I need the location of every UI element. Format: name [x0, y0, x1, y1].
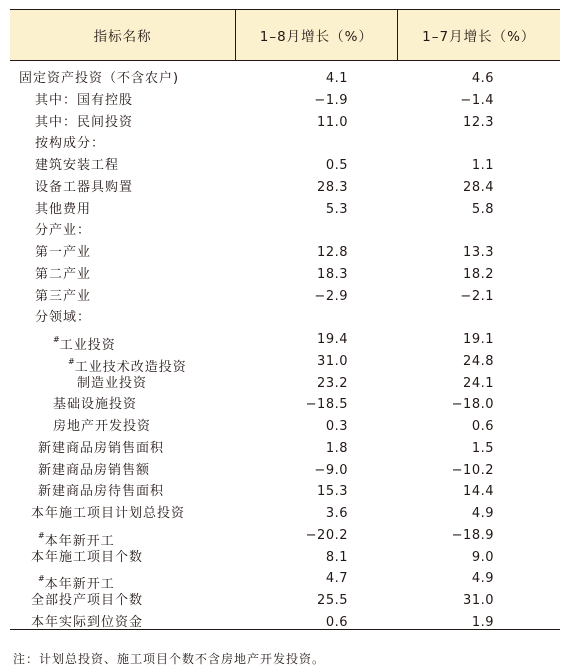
- value-jan-aug: 19.4: [317, 332, 348, 347]
- value-jan-aug: 23.2: [317, 375, 348, 391]
- table-row: [10, 112, 560, 134]
- table-row: [10, 547, 560, 569]
- table-row: [10, 220, 560, 242]
- row-label: [38, 481, 164, 503]
- table-row: [10, 133, 560, 155]
- value-jan-aug: 5.3: [325, 201, 348, 217]
- value-jan-jul: 24.8: [463, 353, 494, 369]
- row-label-text: 按构成分：: [35, 136, 106, 152]
- row-label-text: 建筑安装工程: [35, 158, 120, 173]
- row-label: [35, 307, 91, 329]
- table-row: [10, 351, 560, 373]
- table-row: [10, 242, 560, 264]
- footnote-mark: #: [38, 530, 45, 540]
- table-row: [10, 199, 560, 221]
- value-jan-aug: 11.0: [317, 114, 348, 130]
- value-jan-aug: 3.6: [325, 506, 348, 521]
- row-label-text: 新建商品房待售面积: [38, 484, 165, 500]
- value-jan-aug: −2.9: [314, 288, 348, 304]
- row-label-text: 制造业投资: [77, 375, 148, 391]
- row-label: [38, 438, 164, 460]
- value-jan-jul: 0.6: [471, 419, 494, 434]
- value-jan-jul: 5.8: [471, 201, 494, 217]
- row-label: [31, 612, 143, 634]
- row-label: [35, 199, 91, 221]
- value-jan-aug: −18.5: [305, 397, 348, 413]
- value-jan-aug: 1.8: [325, 440, 348, 456]
- table-row: [10, 590, 560, 612]
- row-label-text: 本年新开工: [44, 577, 115, 593]
- table-body: [10, 61, 560, 630]
- row-label: [35, 90, 133, 112]
- row-label-text: 其他费用: [35, 201, 92, 217]
- table-row: [10, 68, 560, 90]
- value-jan-jul: 12.3: [463, 114, 494, 130]
- row-label-text: 分领域：: [35, 310, 92, 326]
- row-label-text: 新建商品房销售面积: [38, 440, 165, 456]
- value-jan-jul: 13.3: [463, 245, 494, 260]
- table-row: [10, 481, 560, 503]
- value-jan-jul: −18.0: [451, 397, 494, 413]
- value-jan-aug: −1.9: [314, 92, 348, 108]
- row-label-text: 工业技术改造投资: [74, 359, 187, 375]
- row-label: [35, 286, 91, 308]
- row-label: [19, 68, 179, 90]
- row-label-text: 房地产开发投资: [53, 419, 152, 434]
- value-jan-aug: 28.3: [317, 179, 348, 195]
- value-jan-jul: −18.9: [451, 527, 494, 543]
- table-row: [10, 612, 560, 634]
- header-indicator-name: 指标名称: [10, 10, 236, 60]
- row-label-text: 其中：国有控股: [35, 92, 134, 108]
- table-row: [10, 525, 560, 547]
- table-row: [10, 438, 560, 460]
- table-row: [10, 503, 560, 525]
- row-label: [53, 416, 151, 438]
- value-jan-jul: 4.6: [471, 71, 494, 86]
- value-jan-aug: 4.1: [325, 71, 348, 86]
- row-label: [35, 242, 91, 264]
- table-row: [10, 568, 560, 593]
- table-row: [10, 329, 560, 351]
- value-jan-jul: 4.9: [471, 506, 494, 521]
- row-label-text: 本年施工项目个数: [31, 549, 144, 565]
- row-label-text: 分产业：: [35, 223, 92, 239]
- value-jan-aug: 0.6: [325, 614, 348, 630]
- value-jan-jul: 28.4: [463, 179, 494, 195]
- row-label-text: 基础设施投资: [53, 397, 138, 413]
- table-row: [10, 460, 560, 482]
- value-jan-jul: 9.0: [471, 549, 494, 565]
- value-jan-jul: −2.1: [460, 288, 494, 304]
- table-row: [10, 307, 560, 329]
- value-jan-aug: 0.5: [325, 158, 348, 173]
- value-jan-aug: 8.1: [325, 549, 348, 565]
- footnote-mark: #: [38, 574, 45, 584]
- row-label: [31, 590, 143, 612]
- table-row: [10, 177, 560, 199]
- value-jan-aug: −9.0: [314, 462, 348, 478]
- value-jan-jul: 31.0: [463, 593, 494, 608]
- value-jan-aug: 25.5: [317, 593, 348, 608]
- row-label-text: 固定资产投资（不含农户): [19, 71, 180, 86]
- row-label: [38, 460, 150, 482]
- footnote-mark: #: [68, 356, 75, 366]
- footnote-mark: #: [53, 335, 60, 344]
- row-label-text: 第二产业: [35, 266, 92, 282]
- value-jan-aug: 18.3: [317, 266, 348, 282]
- row-label-text: 其中：民间投资: [35, 114, 134, 130]
- table-row: [10, 155, 560, 177]
- table-row: [10, 264, 560, 286]
- header-growth-jan-aug: 1–8月增长（%）: [236, 10, 397, 60]
- row-label-text: 本年实际到位资金: [31, 614, 144, 630]
- row-label: [35, 264, 91, 286]
- row-label-text: 本年新开工: [44, 533, 115, 549]
- row-label-text: 第一产业: [35, 245, 92, 260]
- value-jan-aug: 12.8: [317, 245, 348, 260]
- row-label-text: 本年施工项目计划总投资: [31, 506, 186, 521]
- header-growth-jan-jul: 1–7月增长（%）: [422, 29, 536, 45]
- row-label: [35, 112, 133, 134]
- value-jan-jul: 4.9: [471, 571, 494, 587]
- value-jan-jul: 14.4: [463, 484, 494, 500]
- row-label: [31, 503, 185, 525]
- row-label-text: 设备工器具购置: [35, 179, 134, 195]
- value-jan-jul: 1.1: [471, 158, 494, 173]
- value-jan-jul: 19.1: [463, 332, 494, 347]
- value-jan-jul: 1.9: [471, 614, 494, 630]
- table-row: [10, 286, 560, 308]
- value-jan-jul: −1.4: [460, 92, 494, 108]
- value-jan-jul: 18.2: [463, 266, 494, 282]
- row-label: [35, 220, 91, 242]
- row-label-text: 新建商品房销售额: [38, 462, 151, 478]
- row-label: [77, 373, 147, 395]
- value-jan-jul: 24.1: [463, 375, 494, 391]
- table-row: [10, 416, 560, 438]
- row-label: [35, 177, 133, 199]
- row-label-text: 全部投产项目个数: [31, 593, 144, 608]
- row-label-text: 工业投资: [59, 338, 116, 353]
- stats-table: [10, 9, 560, 630]
- table-header: [10, 9, 560, 61]
- row-label: [53, 394, 137, 416]
- row-label: [35, 155, 119, 177]
- row-label: [31, 547, 143, 569]
- value-jan-aug: 4.7: [325, 571, 348, 587]
- value-jan-aug: −20.2: [305, 527, 348, 543]
- value-jan-jul: 1.5: [471, 440, 494, 456]
- value-jan-aug: 15.3: [317, 484, 348, 500]
- footnote: 注：计划总投资、施工项目个数不含房地产开发投资。: [13, 652, 326, 666]
- row-label-text: 第三产业: [35, 288, 92, 304]
- table-row: [10, 373, 560, 395]
- value-jan-aug: 0.3: [325, 419, 348, 434]
- table-row: [10, 394, 560, 416]
- value-jan-aug: 31.0: [317, 353, 348, 369]
- row-label: [35, 133, 105, 155]
- table-row: [10, 90, 560, 112]
- value-jan-jul: −10.2: [451, 462, 494, 478]
